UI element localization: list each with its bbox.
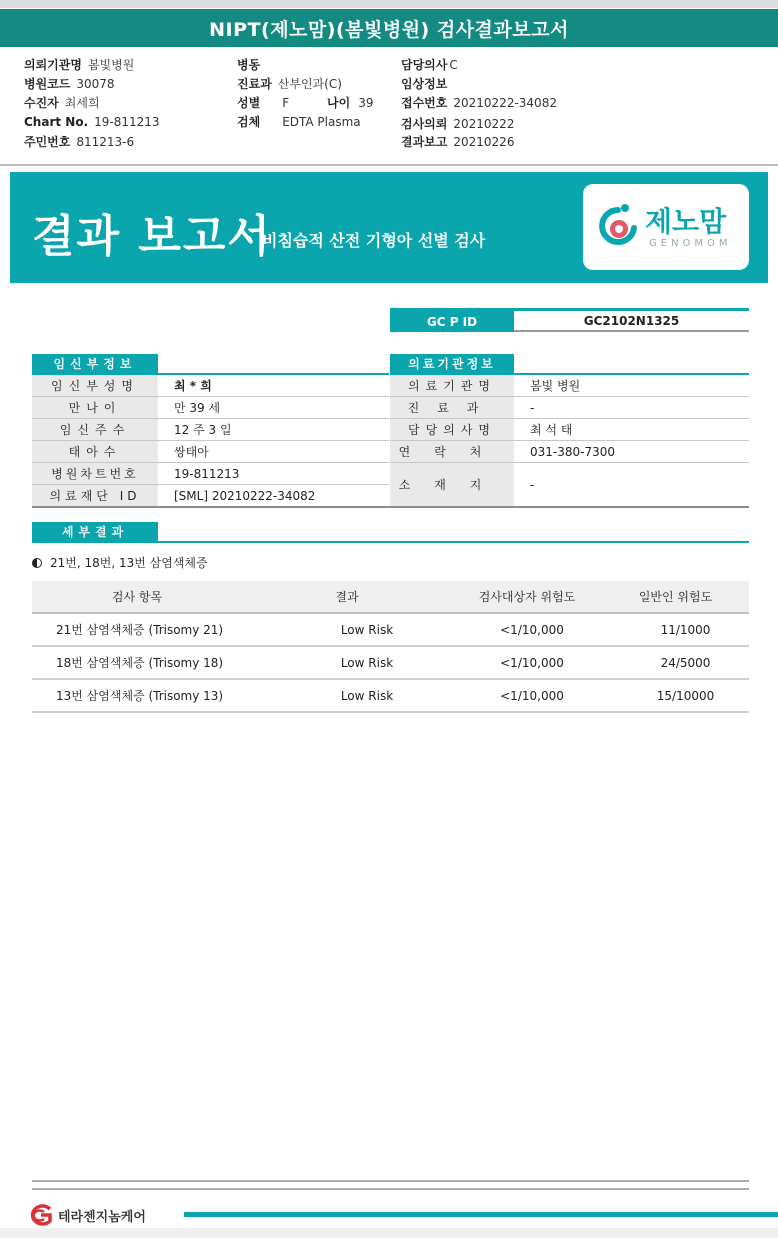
institution-row-department: 진료과 -	[390, 397, 749, 419]
table-row: 21번 삼염색체증 (Trisomy 21) Low Risk <1/10,000 11/1000	[32, 614, 749, 647]
theragen-logo-icon	[26, 1204, 54, 1226]
info-institution: 의뢰기관명 봄빛병원	[24, 58, 135, 72]
logo-name: 제노맘	[645, 205, 727, 238]
header-separator	[0, 164, 778, 166]
banner-subtitle: 비침습적 산전 기형아 선별 검사	[262, 231, 486, 250]
genomom-logo	[583, 184, 749, 270]
pregnancy-heading: 임신부정보	[32, 354, 158, 373]
info-clinical: 임상정보	[401, 77, 448, 91]
footer-logo	[26, 1204, 146, 1226]
table-row: 18번 삼염색체증 (Trisomy 18) Low Risk <1/10,000 24/5000	[32, 647, 749, 680]
pregnancy-row-age: 만나이 만 39 세	[32, 397, 389, 419]
header-info	[0, 50, 778, 166]
genomom-mark-icon	[597, 202, 639, 250]
details-subtitle: 21번, 18번, 13번 삼염색체증	[32, 554, 208, 571]
info-ward: 병동	[237, 58, 261, 72]
info-request-date: 검사의뢰 20210222	[401, 117, 515, 131]
info-doctor: 담당의사 C	[401, 58, 458, 72]
top-bar	[0, 0, 778, 8]
institution-row-doctor: 담당의사명 최 석 태	[390, 419, 749, 441]
gc-pid-label: GC P ID	[390, 311, 514, 332]
info-resident-no: 주민번호 811213-6	[24, 135, 135, 149]
info-bottom-line	[32, 506, 749, 508]
banner-title: 결과 보고서	[32, 211, 272, 262]
institution-row-address: 소재지 -	[390, 463, 749, 507]
info-sex: 성별 F	[237, 96, 290, 110]
info-receipt-no: 접수번호 20210222-34082	[401, 96, 557, 110]
result-banner	[10, 172, 768, 283]
details-heading: 세부결과	[32, 522, 158, 541]
info-age: 나이 39	[327, 96, 374, 110]
logo-en: GENOMOM	[649, 238, 732, 249]
info-specimen: 검체 EDTA Plasma	[237, 115, 361, 129]
info-hospital-code: 병원코드 30078	[24, 77, 115, 91]
footer-bar	[184, 1212, 778, 1217]
pregnancy-row-fetus: 태아수 쌍태아	[32, 441, 389, 463]
pregnancy-row-foundation-id: 의료재단 ID [SML] 20210222-34082	[32, 485, 389, 507]
pregnancy-row-weeks: 임신주수 12 주 3 일	[32, 419, 389, 441]
pregnancy-row-chart: 병원차트번호 19-811213	[32, 463, 389, 485]
info-chart-no: Chart No. 19-811213	[24, 115, 160, 129]
info-report-date: 결과보고 20210226	[401, 135, 515, 149]
results-table	[32, 581, 749, 713]
footer-lines	[32, 1180, 749, 1190]
table-row: 13번 삼염색체증 (Trisomy 13) Low Risk <1/10,000 15/10000	[32, 680, 749, 713]
institution-heading: 의료기관정보	[390, 354, 514, 373]
footer-fade	[0, 1228, 778, 1238]
gc-pid-value: GC2102N1325	[514, 311, 749, 332]
half-circle-icon	[32, 558, 42, 568]
pregnancy-row-name: 임신부성명 최 * 희	[32, 375, 389, 397]
institution-row-contact: 연락처 031-380-7300	[390, 441, 749, 463]
info-patient: 수진자 최세희	[24, 96, 100, 110]
table-header: 검사 항목 결과 검사대상자 위험도 일반인 위험도	[32, 581, 749, 614]
details-heading-line	[32, 541, 749, 543]
info-department: 진료과 산부인과(C)	[237, 77, 342, 91]
report-title: NIPT(제노맘)(봄빛병원) 검사결과보고서	[0, 9, 778, 47]
institution-row-name: 의료기관명 봄빛 병원	[390, 375, 749, 397]
footer-company: 테라젠지놈케어	[58, 1209, 146, 1225]
